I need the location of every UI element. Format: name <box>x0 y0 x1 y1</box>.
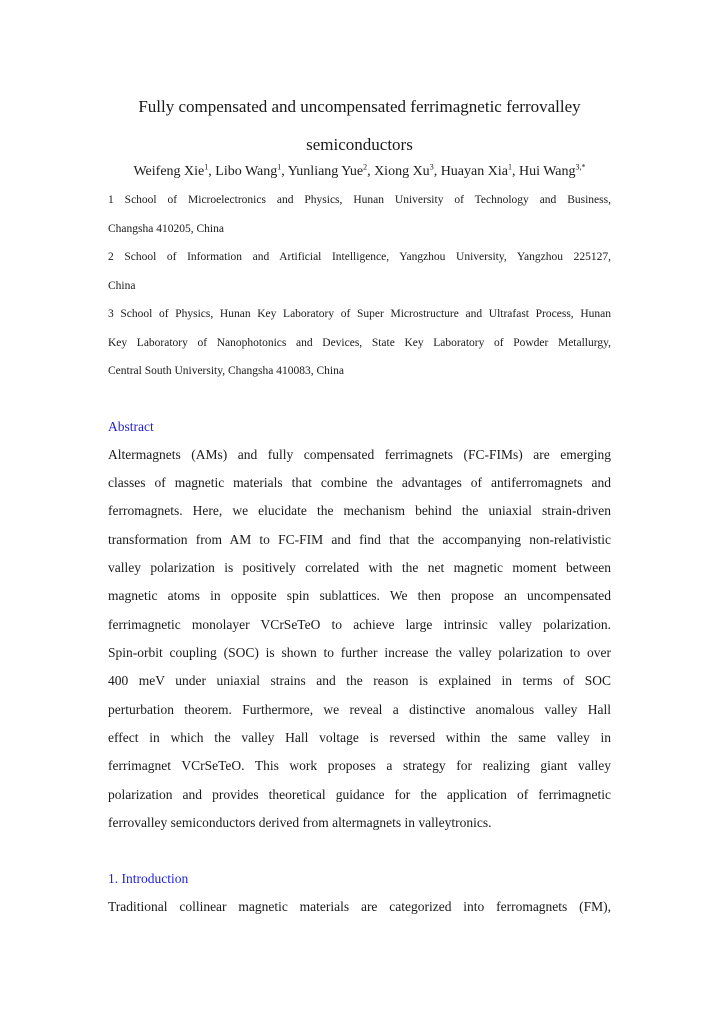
author-affiliation-mark: 1 <box>507 162 512 172</box>
author-list: Weifeng Xie$^1$, Libo Wang$^1$, Yunliang Yue$^2$, Xiong Xu$^3$, Huayan Xia$^1$, Hui Wang$^{3,*}$ <box>133 162 586 179</box>
abstract-line: ferromagnets. Here, we elucidate the mechanism behind the uniaxial strain-driven <box>108 503 611 519</box>
author-name: Hui Wang <box>518 164 576 179</box>
affiliation-1-line-1: 1 School of Microelectronics and Physics, Hunan University of Technology and Business, <box>108 194 611 206</box>
introduction-text <box>108 893 611 921</box>
author-affiliation-mark: 3,* <box>575 162 586 172</box>
paper-title <box>108 92 611 158</box>
affiliation-2-line-2: China <box>108 279 136 292</box>
affiliation-3-line-1: 3 School of Physics, Hunan Key Laboratory of Super Microstructure and Ultrafast Process, Hunan <box>108 308 611 320</box>
title-line-1: Fully compensated and uncompensated ferrimagnetic ferrovalley <box>138 97 581 116</box>
abstract-text <box>108 441 611 838</box>
affiliations <box>108 186 611 386</box>
author-affiliation-mark: 1 <box>204 162 209 172</box>
introduction-line: Traditional collinear magnetic materials are categorized into ferromagnets (FM), <box>108 899 611 915</box>
abstract-line: transformation from AM to FC-FIM and find that the accompanying non-relativistic <box>108 531 611 547</box>
affiliation-3-line-3: Central South University, Changsha 410083, China <box>108 365 344 377</box>
author-name: Yunliang Yue <box>287 164 364 179</box>
abstract-line: Altermagnets (AMs) and fully compensated ferrimagnets (FC-FIMs) are emerging <box>108 446 611 462</box>
author-name: Xiong Xu <box>374 164 430 179</box>
paper-page <box>108 92 611 922</box>
abstract-line: polarization and provides theoretical guidance for the application of ferrimagnetic <box>108 786 611 802</box>
abstract-line: ferrimagnetic monolayer VCrSeTeO to achieve large intrinsic valley polarization. <box>108 616 611 632</box>
abstract-line: perturbation theorem. Furthermore, we reveal a distinctive anomalous valley Hall <box>108 701 611 717</box>
abstract-last-line: ferrovalley semiconductors derived from altermagnets in valleytronics. <box>108 814 492 830</box>
author-affiliation-mark: 2 <box>363 162 368 172</box>
title-line-2: semiconductors <box>306 135 413 154</box>
abstract-heading: Abstract <box>108 418 154 434</box>
abstract-line: Spin-orbit coupling (SOC) is shown to further increase the valley polarization to over <box>108 644 611 660</box>
author-name: Weifeng Xie <box>133 164 205 179</box>
author-affiliation-mark: 3 <box>429 162 434 172</box>
affiliation-1-line-2: Changsha 410205, China <box>108 222 224 235</box>
abstract-line: ferrimagnet VCrSeTeO. This work proposes a strategy for realizing giant valley <box>108 758 611 774</box>
abstract-line: 400 meV under uniaxial strains and the reason is explained in terms of SOC <box>108 673 611 689</box>
abstract-line: classes of magnetic materials that combine the advantages of antiferromagnets and <box>108 474 611 490</box>
author-name: Libo Wang <box>215 164 278 179</box>
author-name: Huayan Xia <box>440 164 508 179</box>
abstract-line: valley polarization is positively correlated with the net magnetic moment between <box>108 559 611 575</box>
abstract-line: effect in which the valley Hall voltage is reversed within the same valley in <box>108 729 611 745</box>
abstract-line: magnetic atoms in opposite spin sublattices. We then propose an uncompensated <box>108 588 611 604</box>
affiliation-2-line-1: 2 School of Information and Artificial Intelligence, Yangzhou University, Yangzhou 225127, <box>108 251 611 263</box>
introduction-heading: 1. Introduction <box>108 871 189 887</box>
author-affiliation-mark: 1 <box>277 162 282 172</box>
affiliation-3-line-2: Key Laboratory of Nanophotonics and Devices, State Key Laboratory of Powder Metallurgy, <box>108 336 611 349</box>
